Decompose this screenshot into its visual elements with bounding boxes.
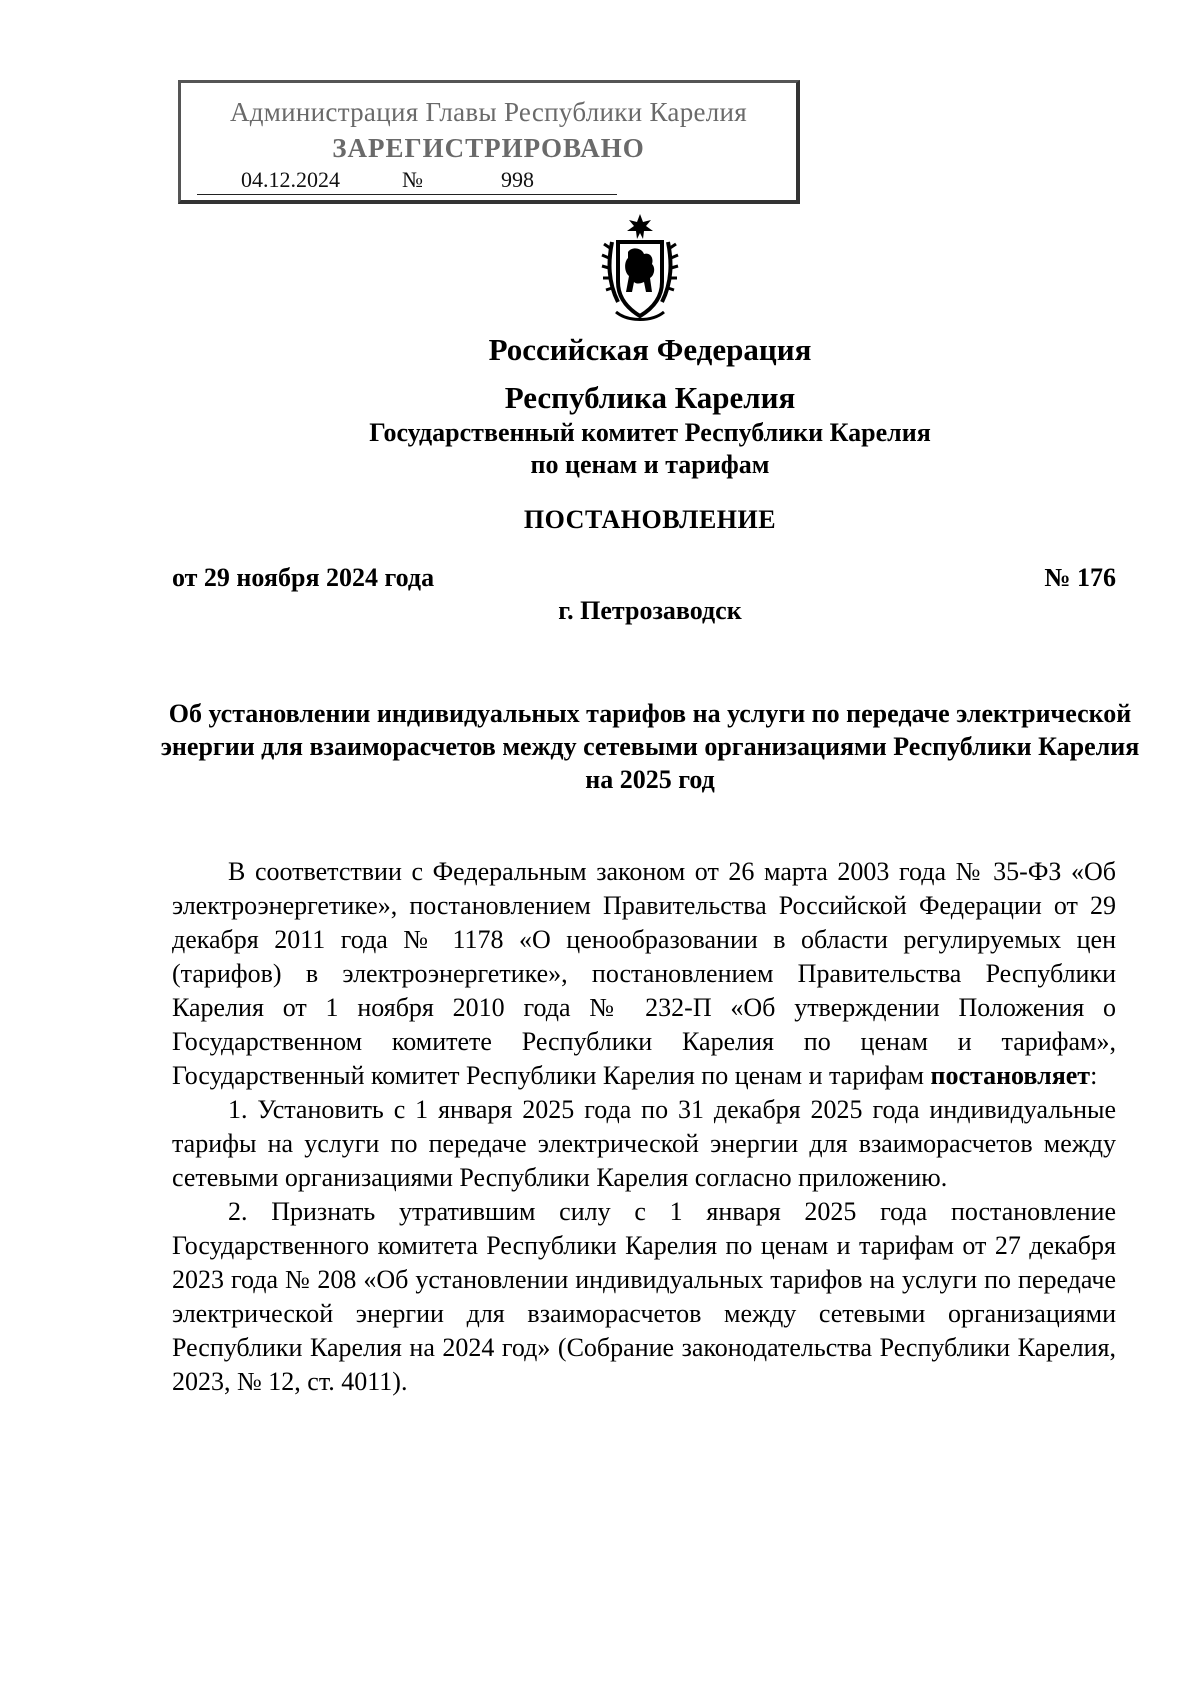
registration-stamp xyxy=(178,80,800,204)
stamp-number: 998 xyxy=(501,167,534,192)
preamble-text: В соответствии с Федеральным законом от 26 марта 2003 года № 35-ФЗ «Об электроэнергетике», постановлением Правительства Российской Федерации от 29 декабря 2011 года № 1178 «О ценообразовании в области регулируемых цен (тарифов) в электроэнергетике», постановлением Правительства Республики Карелия от 1 ноября 2010 года № 232-П «Об утверждении Положения о Государственном комитете Республики Карелия по ценам и тарифам», Государственный комитет Республики Карелия по ценам и тарифам xyxy=(172,857,1116,1090)
stamp-number-sign: № xyxy=(402,167,423,192)
preamble-colon: : xyxy=(1090,1061,1098,1090)
committee-heading-line2: по ценам и тарифам xyxy=(530,450,770,479)
document-number: № 176 xyxy=(1044,563,1116,592)
preamble-paragraph xyxy=(172,855,1116,1093)
stamp-registration-line xyxy=(197,167,617,197)
item-1-paragraph: 1. Установить с 1 января 2025 года по 31 декабря 2025 года индивидуальные тарифы на услуги по передаче электрической энергии для взаиморасчетов между сетевыми организациями Республики Карелия согласно приложению. xyxy=(172,1095,1116,1192)
republic-heading: Республика Карелия xyxy=(504,380,796,415)
country-heading: Российская Федерация xyxy=(488,332,812,367)
preamble-decision-word: постановляет xyxy=(930,1061,1091,1090)
stamp-underline xyxy=(197,194,617,195)
document-title: Об установлении индивидуальных тарифов на услуги по передаче электрической энергии для взаиморасчетов между сетевыми организациями Республики Карелия на 2025 год xyxy=(160,699,1140,794)
stamp-registered: ЗАРЕГИСТРИРОВАНО xyxy=(332,133,645,163)
document-body xyxy=(172,855,1116,1399)
document-city: г. Петрозаводск xyxy=(558,596,742,625)
stamp-authority: Администрация Главы Республики Карелия xyxy=(229,97,748,127)
committee-heading-line1: Государственный комитет Республики Карелия xyxy=(369,418,931,447)
karelia-coat-of-arms-icon xyxy=(598,212,682,324)
item-2-paragraph: 2. Признать утратившим силу с 1 января 2025 года постановление Государственного комитета Республики Карелия по ценам и тарифам от 27 декабря 2023 года № 208 «Об установлении индивидуальных тарифов на услуги по передаче электрической энергии для взаиморасчетов между сетевыми организациями Республики Карелия на 2024 год» (Собрание законодательства Республики Карелия, 2023, № 12, ст. 4011). xyxy=(172,1197,1116,1396)
document-type: ПОСТАНОВЛЕНИЕ xyxy=(523,505,777,534)
document-date: от 29 ноября 2024 года xyxy=(172,563,435,592)
stamp-date: 04.12.2024 xyxy=(241,167,340,192)
